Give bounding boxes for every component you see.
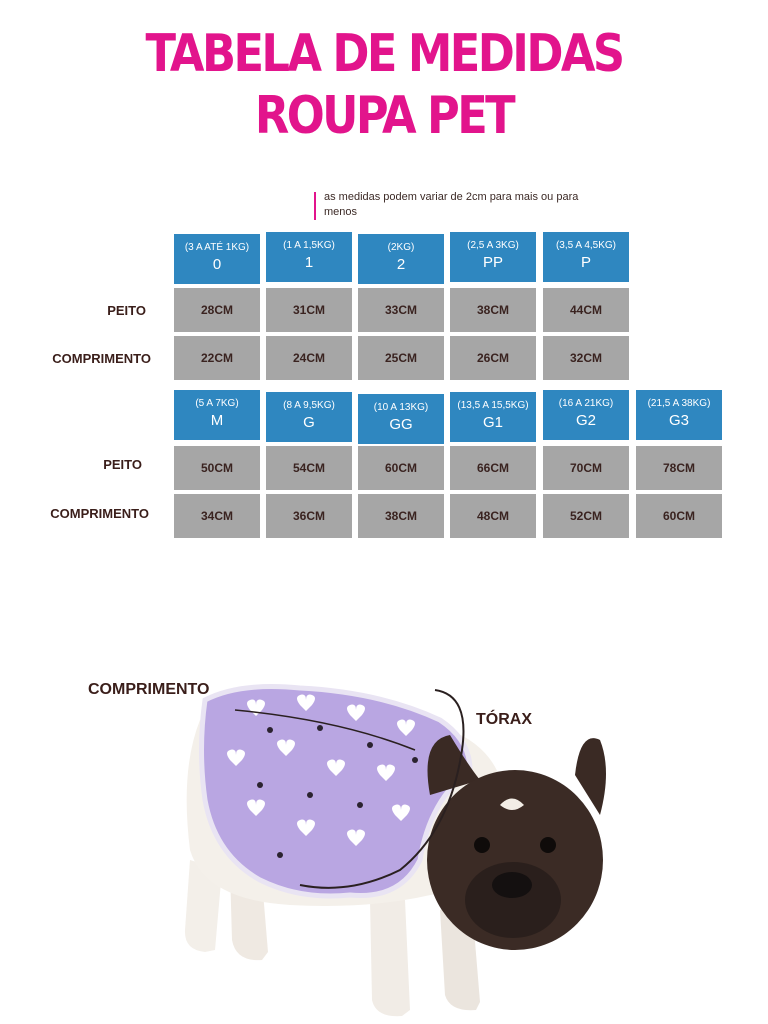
row-label-chest: PEITO — [107, 303, 146, 318]
chest-value: 28CM — [174, 288, 260, 332]
weight-range: (21,5 A 38KG) — [647, 398, 711, 409]
dog-head — [427, 735, 606, 950]
length-value: 25CM — [358, 336, 444, 380]
measurement-note: as medidas podem variar de 2cm para mais ou para menos — [324, 191, 579, 218]
length-value: 38CM — [358, 494, 444, 538]
length-value: 52CM — [543, 494, 629, 538]
row-label-length: COMPRIMENTO — [50, 506, 149, 521]
size-code: G — [303, 414, 315, 431]
weight-range: (2KG) — [387, 242, 415, 253]
size-header — [543, 390, 629, 440]
dog-in-shirt-illustration — [0, 600, 768, 1024]
chest-value: 60CM — [358, 446, 444, 490]
row-label-length: COMPRIMENTO — [52, 351, 151, 366]
size-header — [636, 390, 722, 440]
length-value: 36CM — [266, 494, 352, 538]
length-value: 22CM — [174, 336, 260, 380]
size-code: 0 — [212, 256, 222, 273]
size-code: GG — [389, 416, 413, 433]
weight-range: (2,5 A 3KG) — [467, 240, 519, 251]
size-header — [174, 234, 260, 284]
weight-range: (3 A ATÉ 1KG) — [184, 242, 250, 253]
size-header — [358, 234, 444, 284]
chest-value: 50CM — [174, 446, 260, 490]
size-code: G2 — [575, 412, 596, 429]
length-value: 60CM — [636, 494, 722, 538]
chest-value: 70CM — [543, 446, 629, 490]
length-value: 24CM — [266, 336, 352, 380]
weight-range: (13,5 A 15,5KG) — [457, 400, 529, 411]
chest-value: 33CM — [358, 288, 444, 332]
weight-range: (3,5 A 4,5KG) — [555, 240, 617, 251]
size-header — [266, 232, 352, 282]
chest-value: 31CM — [266, 288, 352, 332]
size-header — [174, 390, 260, 440]
chest-value: 66CM — [450, 446, 536, 490]
weight-range: (8 A 9,5KG) — [283, 400, 335, 411]
size-code: P — [580, 254, 591, 271]
length-value: 34CM — [174, 494, 260, 538]
size-code: PP — [482, 254, 503, 271]
size-code: 2 — [396, 256, 406, 273]
size-header — [450, 392, 536, 442]
photo-label-length: COMPRIMENTO — [88, 681, 210, 698]
length-value: 48CM — [450, 494, 536, 538]
chest-value: 38CM — [450, 288, 536, 332]
weight-range: (16 A 21KG) — [558, 398, 614, 409]
page-title-line2: ROUPA PET — [254, 86, 514, 146]
size-header — [450, 232, 536, 282]
row-label-chest: PEITO — [103, 457, 142, 472]
weight-range: (1 A 1,5KG) — [283, 240, 335, 251]
size-code: 1 — [304, 254, 314, 271]
chest-value: 78CM — [636, 446, 722, 490]
front-leg — [370, 900, 410, 1016]
size-code: M — [210, 412, 224, 429]
length-value: 32CM — [543, 336, 629, 380]
note-accent-bar — [314, 192, 316, 220]
size-header — [358, 394, 444, 444]
size-header — [543, 232, 629, 282]
length-value: 26CM — [450, 336, 536, 380]
weight-range: (10 A 13KG) — [373, 402, 429, 413]
size-header — [266, 392, 352, 442]
page-title-line1: TABELA DE MEDIDAS — [145, 24, 623, 84]
chest-value: 54CM — [266, 446, 352, 490]
size-code: G1 — [482, 414, 503, 431]
size-code: G3 — [668, 412, 689, 429]
chest-value: 44CM — [543, 288, 629, 332]
photo-label-chest: TÓRAX — [476, 711, 532, 728]
weight-range: (5 A 7KG) — [195, 398, 239, 409]
